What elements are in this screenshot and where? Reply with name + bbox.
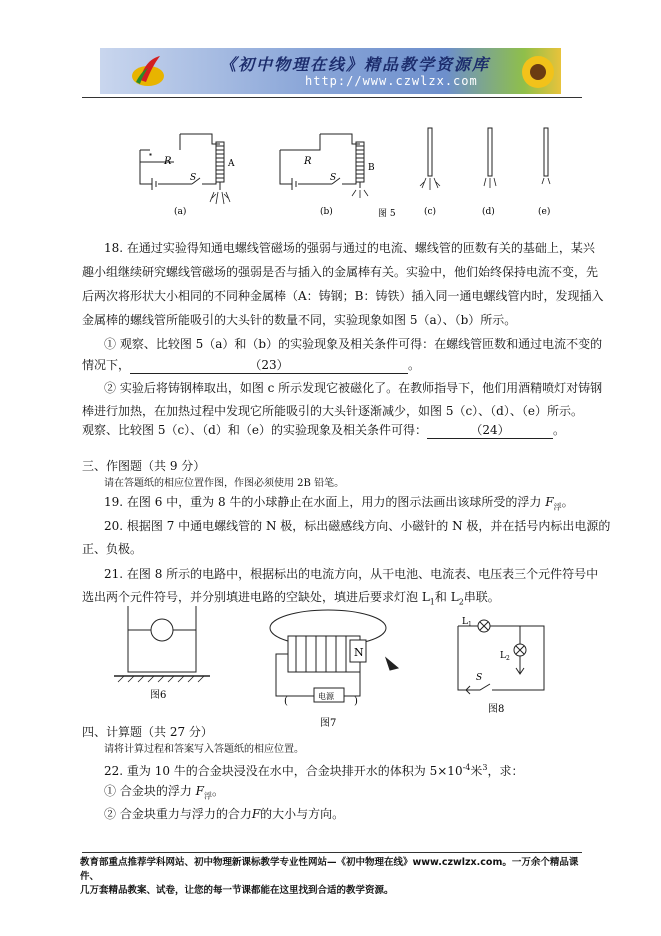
q22-part1-sub: 浮: [203, 791, 212, 801]
q19-sub: 浮: [553, 502, 562, 512]
footer-rule: [82, 852, 582, 853]
fig7-paren-right: ): [354, 696, 358, 707]
fig8-switch-label: S: [476, 673, 483, 683]
fig7-pole-label: N: [354, 646, 364, 659]
q18-line2: 趣小组继续研究螺线管磁场的强弱是否与插入的金属棒有关。实验中，他们始终保持电流不变，先: [82, 265, 599, 279]
q18-p1-line1: ① 观察、比较图 5（a）和（b）的实验现象及相关条件可得：在螺线管匝数和通过电流不变的: [104, 337, 603, 351]
q18-p2-line3: [82, 422, 565, 439]
q22-text-b: 米: [470, 764, 483, 778]
section4-note: 请将计算过程和答案写入答题纸的相应位置。: [104, 744, 304, 755]
q22-text-c: ，求：: [487, 764, 524, 778]
fig5-caption: 图 5: [378, 209, 396, 219]
resistor-label-b: R: [304, 156, 312, 167]
fig5-label-e: (e): [538, 207, 551, 217]
q18-line4: 金属棒的螺线管所能吸引的大头针的数量不同，实验现象如图 5（a）、（b）所示。: [82, 313, 517, 327]
footer: [80, 856, 590, 898]
q22-part1: [104, 783, 224, 804]
header-url[interactable]: http://www.czwlzx.com: [305, 74, 478, 88]
figure-6: [112, 604, 212, 700]
q22-exp2: 3: [482, 763, 488, 772]
answer-blank-24[interactable]: （24）: [427, 422, 553, 439]
switch-label-a: S: [190, 173, 197, 183]
footer-line2: 几万套精品教案、试卷，让您的每一节课都能在这里找到合适的教学资源。: [80, 885, 394, 896]
q22-exp1: -4: [462, 763, 471, 772]
rod-a-label: A: [228, 159, 235, 169]
fig8-l1-label: $L_1$: [462, 617, 472, 628]
q21-text-b: 和 L: [434, 590, 459, 604]
q22-part2: [104, 806, 344, 822]
q18-line1: 18. 在通过实验得知通电螺线管磁场的强弱与通过的电流、螺线管的匝数有关的基础上，某兴: [104, 241, 595, 255]
figure-5: [130, 122, 570, 222]
q19-body: 19. 在图 6 中，重为 8 牛的小球静止在水面上，用力的图示法画出该球所受的浮力: [104, 495, 542, 509]
fig5-label-d: (d): [482, 207, 495, 217]
q21-sub1: 1: [429, 597, 435, 607]
footer-line1: 教育部重点推荐学科网站、初中物理新课标教学专业性网站—《初中物理在线》www.czwlzx.com。一万余个精品课件、: [80, 857, 579, 882]
answer-blank-23[interactable]: （23）: [130, 357, 408, 374]
q18-p1-end: 。: [408, 358, 421, 372]
q18-p1-line2: [82, 357, 420, 374]
fig6-caption: 图6: [150, 690, 167, 700]
fig8-l2-label: $L_2$: [500, 651, 510, 662]
q21-text-c: 串联。: [463, 590, 500, 604]
q19-symbol: F: [545, 495, 554, 509]
q20-line1: 20. 根据图 7 中通电螺线管的 N 极，标出磁感线方向、小磁针的 N 极，并在括号内标出电源的: [104, 519, 611, 533]
section3-heading: 三、作图题（共 9 分）: [82, 459, 206, 473]
q22-part2-end: 的大小与方向。: [260, 807, 345, 821]
section4-heading: 四、计算题（共 27 分）: [82, 725, 213, 739]
fig7-paren-left: (: [284, 696, 288, 707]
header-rule: [82, 97, 582, 98]
q19-text: [104, 494, 574, 515]
q22-part1-symbol: F: [195, 784, 204, 798]
q18-line3: 后两次将形状大小相同的不同种金属棒（A：铸钢；B：铸铁）插入同一通电螺线管内时，发现插入: [82, 289, 604, 303]
fig5-label-c: (c): [424, 207, 437, 217]
fig7-caption: 图7: [320, 718, 337, 729]
q22-text: [104, 760, 524, 779]
sunflower-icon: [518, 52, 558, 92]
q18-p1-prefix: 情况下，: [82, 358, 131, 372]
q18-p2-end: 。: [552, 423, 565, 437]
header-title: 《初中物理在线》精品教学资源库: [220, 55, 491, 74]
figure-7: [262, 606, 412, 730]
fig7-source-label: 电源: [318, 692, 334, 701]
q19-end: 。: [561, 495, 574, 509]
q22-part2-text: ② 合金块重力与浮力的合力: [104, 807, 252, 821]
resistor-label-a: R: [164, 156, 172, 167]
fig5-label-b: (b): [320, 207, 333, 217]
switch-label-b: S: [330, 173, 337, 183]
rod-b-label: B: [368, 163, 375, 173]
q22-part2-symbol: F: [251, 807, 261, 821]
q22-text-a: 22. 重为 10 牛的合金块浸没在水中，合金块排开水的体积为 5×10: [104, 764, 463, 778]
logo-icon: [130, 54, 166, 88]
q22-part1-text: ① 合金块的浮力: [104, 784, 192, 798]
q21-sub2: 2: [458, 597, 464, 607]
q18-p2-line1: ② 实验后将铸钢棒取出，如图 c 所示发现它被磁化了。在教师指导下，他们用酒精喷灯对铸钢: [104, 381, 603, 395]
q18-p2-prefix: 观察、比较图 5（c）、（d）和（e）的实验现象及相关条件可得：: [82, 423, 427, 437]
fig8-caption: 图8: [488, 704, 505, 714]
q21-line1: 21. 在图 8 所示的电路中，根据标出的电流方向，从干电池、电流表、电压表三个元件符号中: [104, 567, 599, 581]
header-banner: [100, 48, 561, 94]
q21-text-a: 选出两个元件符号，并分别填进电路的空缺处，填进后要求灯泡 L: [82, 590, 430, 604]
section3-note: 请在答题纸的相应位置作图，作图必须使用 2B 铅笔。: [104, 478, 345, 489]
q22-part1-end: 。: [211, 784, 224, 798]
q18-p2-line2: 棒进行加热，在加热过程中发现它所能吸引的大头针逐渐减少，如图 5（c）、（d）、（e）所示。: [82, 404, 583, 418]
q20-line2: 正、负极。: [82, 542, 143, 556]
fig5-label-a: (a): [174, 207, 187, 217]
figure-8: [456, 612, 556, 714]
